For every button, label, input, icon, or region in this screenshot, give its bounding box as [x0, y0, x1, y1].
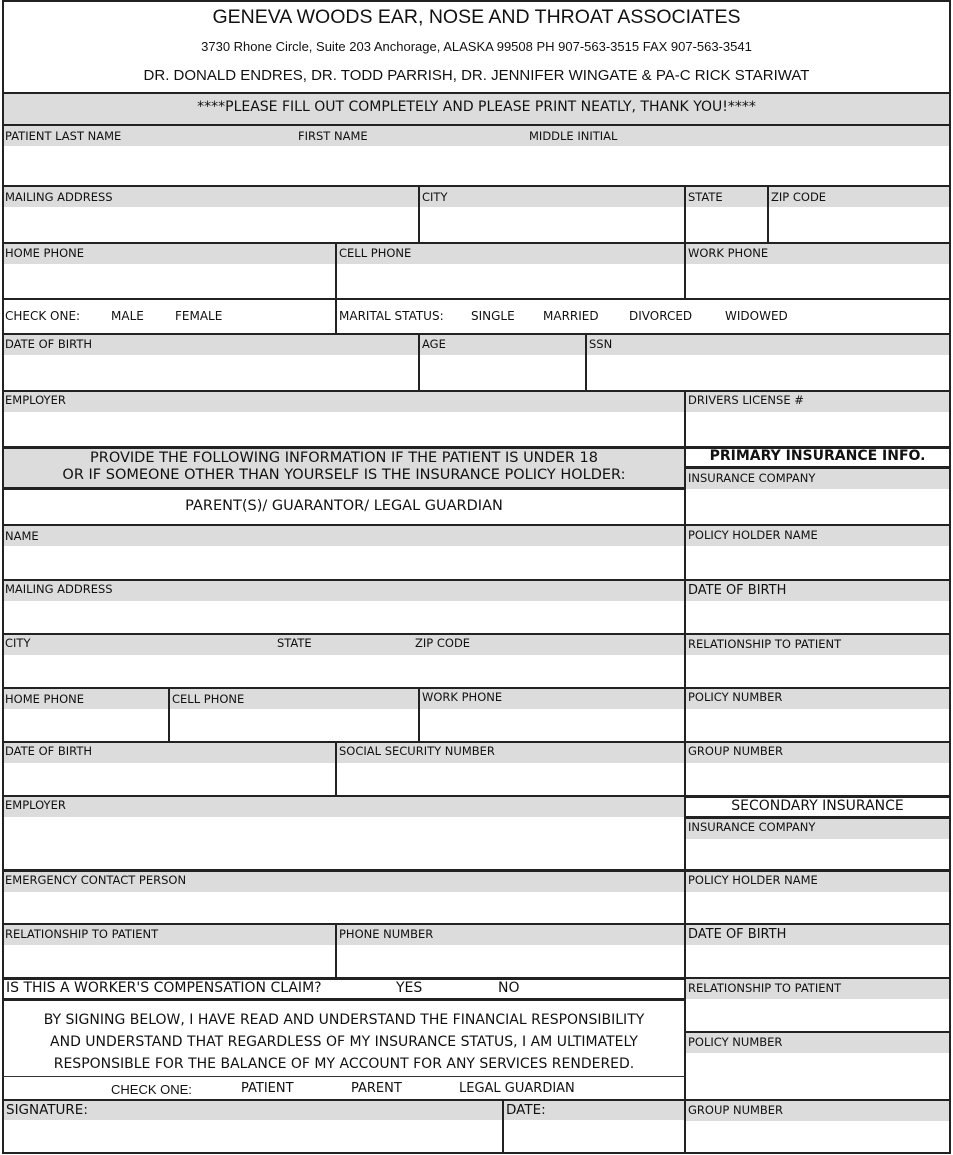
patient-work-phone-input[interactable] [687, 265, 948, 297]
secondary-policy-holder-input[interactable] [687, 893, 948, 922]
patient-ssn-input[interactable] [588, 356, 948, 389]
guarantor-city-label: CITY [5, 636, 31, 650]
signature-label: SIGNATURE: [6, 1102, 88, 1118]
patient-zip-label: ZIP CODE [771, 190, 827, 204]
primary-dob-label: DATE OF BIRTH [688, 583, 787, 598]
primary-dob-input[interactable] [687, 602, 948, 632]
patient-dob-label: DATE OF BIRTH [5, 337, 93, 351]
workers-comp-no[interactable]: NO [498, 980, 520, 996]
primary-company-label: INSURANCE COMPANY [688, 471, 816, 485]
secondary-relationship-label: RELATIONSHIP TO PATIENT [688, 981, 842, 995]
divider [418, 187, 420, 242]
guarantor-ssn-label: SOCIAL SECURITY NUMBER [339, 744, 495, 758]
primary-relationship-input[interactable] [687, 656, 948, 686]
label-band [4, 526, 684, 546]
sex-option-female[interactable]: FEMALE [175, 309, 223, 323]
emergency-contact-label: EMERGENCY CONTACT PERSON [5, 873, 187, 887]
divider [418, 335, 420, 390]
divider [2, 998, 686, 1001]
secondary-company-input[interactable] [687, 840, 948, 869]
guarantor-address-label: MAILING ADDRESS [5, 582, 113, 596]
secondary-insurance-heading: SECONDARY INSURANCE [731, 798, 904, 814]
financial-statement-line1: BY SIGNING BELOW, I HAVE READ AND UNDERSTAND THE FINANCIAL RESPONSIBILITY [43, 1012, 645, 1028]
patient-state-input[interactable] [687, 208, 765, 241]
primary-insurance-heading: PRIMARY INSURANCE INFO. [709, 448, 926, 464]
divider [767, 187, 769, 242]
secondary-dob-input[interactable] [687, 946, 948, 976]
signer-check-label: CHECK ONE: [111, 1082, 192, 1097]
patient-age-label: AGE [422, 337, 446, 351]
guarantor-state-label: STATE [277, 636, 312, 650]
secondary-dob-label: DATE OF BIRTH [688, 927, 787, 942]
guarantor-employer-label: EMPLOYER [5, 798, 66, 812]
divider [585, 335, 587, 390]
divider [502, 1099, 504, 1153]
divider [684, 244, 686, 299]
workers-comp-question: IS THIS A WORKER'S COMPENSATION CLAIM? [6, 980, 322, 996]
label-band [4, 635, 684, 655]
secondary-relationship-input[interactable] [687, 1000, 948, 1030]
guarantor-heading: PARENT(S)/ GUARANTOR/ LEGAL GUARDIAN [185, 498, 503, 514]
guarantor-state-input[interactable] [275, 656, 413, 686]
emergency-contact-input[interactable] [4, 893, 682, 922]
financial-statement-line2: AND UNDERSTAND THAT REGARDLESS OF MY INSURANCE STATUS, I AM ULTIMATELY [50, 1034, 638, 1050]
guarantor-work-phone-label: WORK PHONE [422, 690, 503, 704]
instruction-text: ****PLEASE FILL OUT COMPLETELY AND PLEASE PRINT NEATLY, THANK YOU!**** [197, 99, 756, 115]
label-band [4, 392, 949, 412]
practice-address: 3730 Rhone Circle, Suite 203 Anchorage, ALASKA 99508 PH 907-563-3515 FAX 907-563-3541 [201, 39, 752, 54]
secondary-policy-holder-label: POLICY HOLDER NAME [688, 873, 818, 887]
patient-first-name-input[interactable] [296, 147, 526, 184]
signer-option-parent[interactable]: PARENT [351, 1081, 402, 1096]
patient-city-input[interactable] [421, 208, 682, 241]
patient-state-label: STATE [688, 190, 723, 204]
label-band [4, 335, 949, 355]
emergency-relationship-input[interactable] [4, 946, 333, 976]
signer-option-patient[interactable]: PATIENT [241, 1081, 294, 1096]
patient-zip-input[interactable] [770, 208, 948, 241]
guarantor-home-phone-label: HOME PHONE [5, 692, 85, 706]
guarantor-work-phone-input[interactable] [421, 710, 682, 740]
primary-company-input[interactable] [687, 490, 948, 523]
sex-check-label: CHECK ONE: [5, 309, 81, 323]
date-field[interactable] [505, 1121, 682, 1151]
divider [2, 487, 686, 490]
emergency-phone-label: PHONE NUMBER [339, 927, 434, 941]
patient-middle-initial-label: MIDDLE INITIAL [529, 129, 618, 143]
guarantor-employer-input[interactable] [4, 818, 682, 868]
secondary-group-number-input[interactable] [687, 1122, 948, 1151]
marital-option-divorced[interactable]: DIVORCED [629, 309, 693, 323]
workers-comp-yes[interactable]: YES [396, 980, 423, 996]
patient-home-phone-label: HOME PHONE [5, 246, 85, 260]
label-band [4, 797, 684, 817]
patient-first-name-label: FIRST NAME [298, 129, 368, 143]
primary-group-number-input[interactable] [687, 764, 948, 794]
divider [168, 687, 170, 741]
divider [335, 741, 337, 795]
patient-ssn-label: SSN [589, 337, 613, 351]
label-band [4, 244, 949, 264]
practice-doctors: DR. DONALD ENDRES, DR. TODD PARRISH, DR. JENNIFER WINGATE & PA-C RICK STARIWAT [143, 67, 810, 84]
divider [418, 687, 420, 741]
primary-policy-number-input[interactable] [687, 710, 948, 740]
practice-name: GENEVA WOODS EAR, NOSE AND THROAT ASSOCIATES [212, 6, 741, 28]
label-band [4, 689, 684, 709]
sex-option-male[interactable]: MALE [111, 309, 144, 323]
patient-last-name-input[interactable] [4, 147, 294, 184]
label-band [4, 126, 949, 146]
patient-cell-phone-label: CELL PHONE [339, 246, 412, 260]
patient-drivers-license-input[interactable] [687, 413, 948, 445]
patient-work-phone-label: WORK PHONE [688, 246, 769, 260]
guarantor-zip-input[interactable] [414, 656, 682, 686]
divider [684, 187, 686, 242]
primary-policy-holder-input[interactable] [687, 547, 948, 578]
patient-drivers-license-label: DRIVERS LICENSE # [688, 393, 804, 407]
guarantor-cell-phone-input[interactable] [171, 710, 416, 740]
marital-status-label: MARITAL STATUS: [339, 309, 444, 323]
divider [335, 244, 337, 334]
primary-group-number-label: GROUP NUMBER [688, 744, 784, 758]
guarantor-notice-line1: PROVIDE THE FOLLOWING INFORMATION IF THE PATIENT IS UNDER 18 [90, 450, 598, 466]
guarantor-zip-label: ZIP CODE [415, 636, 471, 650]
guarantor-cell-phone-label: CELL PHONE [172, 692, 245, 706]
patient-address-label: MAILING ADDRESS [5, 190, 113, 204]
divider [2, 1076, 686, 1077]
patient-city-label: CITY [422, 190, 448, 204]
signature-field[interactable] [4, 1121, 500, 1151]
patient-last-name-label: PATIENT LAST NAME [5, 129, 122, 143]
divider [335, 923, 337, 977]
secondary-policy-number-input[interactable] [687, 1054, 948, 1098]
patient-cell-phone-input[interactable] [338, 265, 682, 297]
emergency-phone-input[interactable] [338, 946, 682, 976]
primary-policy-number-label: POLICY NUMBER [688, 690, 783, 704]
financial-statement-line3: RESPONSIBLE FOR THE BALANCE OF MY ACCOUNT FOR ANY SERVICES RENDERED. [53, 1056, 635, 1072]
patient-age-input[interactable] [421, 356, 583, 389]
marital-option-single[interactable]: SINGLE [471, 309, 515, 323]
guarantor-city-input[interactable] [4, 656, 274, 686]
divider [2, 298, 951, 300]
guarantor-dob-input[interactable] [4, 764, 333, 794]
secondary-policy-number-label: POLICY NUMBER [688, 1035, 783, 1049]
patient-dob-input[interactable] [4, 356, 416, 389]
date-label: DATE: [506, 1102, 546, 1118]
marital-option-married[interactable]: MARRIED [543, 309, 599, 323]
patient-employer-label: EMPLOYER [5, 393, 66, 407]
patient-address-input[interactable] [4, 208, 416, 241]
guarantor-notice-line2: OR IF SOMEONE OTHER THAN YOURSELF IS THE INSURANCE POLICY HOLDER: [62, 467, 626, 483]
patient-employer-input[interactable] [4, 413, 682, 445]
guarantor-name-input[interactable] [4, 547, 682, 578]
guarantor-home-phone-input[interactable] [4, 710, 166, 740]
secondary-group-number-label: GROUP NUMBER [688, 1103, 784, 1117]
secondary-company-label: INSURANCE COMPANY [688, 820, 816, 834]
primary-relationship-label: RELATIONSHIP TO PATIENT [688, 637, 842, 651]
guarantor-name-label: NAME [5, 529, 39, 543]
patient-middle-initial-input[interactable] [527, 147, 947, 184]
patient-home-phone-input[interactable] [4, 265, 333, 297]
label-band [4, 1101, 684, 1120]
primary-policy-holder-label: POLICY HOLDER NAME [688, 528, 818, 542]
guarantor-address-input[interactable] [4, 602, 682, 632]
guarantor-ssn-input[interactable] [338, 764, 682, 794]
signer-option-legal-guardian[interactable]: LEGAL GUARDIAN [459, 1081, 575, 1096]
guarantor-dob-label: DATE OF BIRTH [5, 744, 93, 758]
marital-option-widowed[interactable]: WIDOWED [725, 309, 788, 323]
emergency-relationship-label: RELATIONSHIP TO PATIENT [5, 927, 159, 941]
